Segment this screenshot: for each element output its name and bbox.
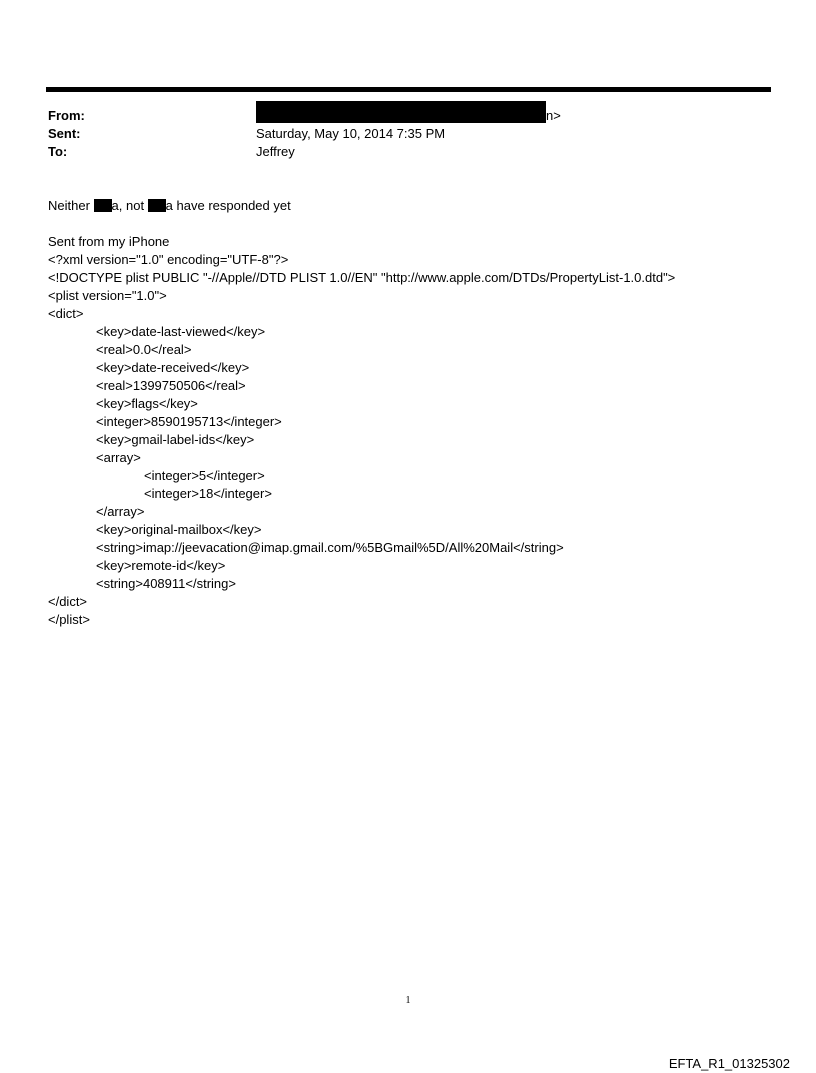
paragraph-gap bbox=[48, 215, 788, 233]
plist-line: </dict> bbox=[48, 594, 88, 609]
from-value-tail: n> bbox=[546, 108, 561, 123]
plist-line: <?xml version="1.0" encoding="UTF-8"?> bbox=[48, 252, 289, 267]
plist-line: </array> bbox=[96, 504, 145, 519]
plist-line: <key>original-mailbox</key> bbox=[96, 522, 262, 537]
signature-line: Sent from my iPhone bbox=[48, 234, 170, 249]
redaction-block bbox=[148, 199, 166, 212]
plist-line: <key>date-received</key> bbox=[96, 360, 250, 375]
from-label: From: bbox=[48, 108, 85, 123]
plist-line: <key>flags</key> bbox=[96, 396, 198, 411]
plist-line: <array> bbox=[96, 450, 141, 465]
page-number: 1 bbox=[405, 995, 411, 1006]
from-row bbox=[48, 107, 770, 125]
plist-line: <integer>8590195713</integer> bbox=[96, 414, 282, 429]
intro-text-1: Neither bbox=[48, 198, 94, 213]
plist-line: <string>408911</string> bbox=[96, 576, 236, 591]
plist-line: </plist> bbox=[48, 612, 90, 627]
plist-line: <integer>5</integer> bbox=[144, 468, 265, 483]
to-value: Jeffrey bbox=[256, 144, 295, 159]
intro-text-2: a, not bbox=[111, 198, 148, 213]
plist-line: <key>remote-id</key> bbox=[96, 558, 226, 573]
from-value bbox=[256, 107, 561, 125]
plist-line: <dict> bbox=[48, 306, 84, 321]
plist-line: <real>0.0</real> bbox=[96, 342, 192, 357]
plist-line: <string>imap://jeevacation@imap.gmail.com/%5BGmail%5D/All%20Mail</string> bbox=[96, 540, 564, 555]
email-body bbox=[48, 197, 788, 629]
sent-value: Saturday, May 10, 2014 7:35 PM bbox=[256, 126, 446, 141]
plist-line: <key>date-last-viewed</key> bbox=[96, 324, 266, 339]
redaction-block bbox=[94, 199, 112, 212]
intro-line bbox=[48, 197, 788, 215]
header-rule bbox=[46, 87, 771, 92]
sent-label: Sent: bbox=[48, 126, 81, 141]
sent-row bbox=[48, 125, 770, 143]
plist-line: <key>gmail-label-ids</key> bbox=[96, 432, 255, 447]
plist-line: <real>1399750506</real> bbox=[96, 378, 246, 393]
redaction-block bbox=[256, 101, 546, 123]
plist-line: <!DOCTYPE plist PUBLIC "-//Apple//DTD PLIST 1.0//EN" "http://www.apple.com/DTDs/PropertyList-1.0.dtd"> bbox=[48, 270, 676, 285]
email-header bbox=[48, 107, 770, 161]
plist-line: <integer>18</integer> bbox=[144, 486, 272, 501]
to-label: To: bbox=[48, 144, 68, 159]
bates-number: EFTA_R1_01325302 bbox=[668, 1056, 790, 1071]
intro-text-3: a have responded yet bbox=[165, 198, 291, 213]
plist-line: <plist version="1.0"> bbox=[48, 288, 167, 303]
to-row bbox=[48, 143, 770, 161]
